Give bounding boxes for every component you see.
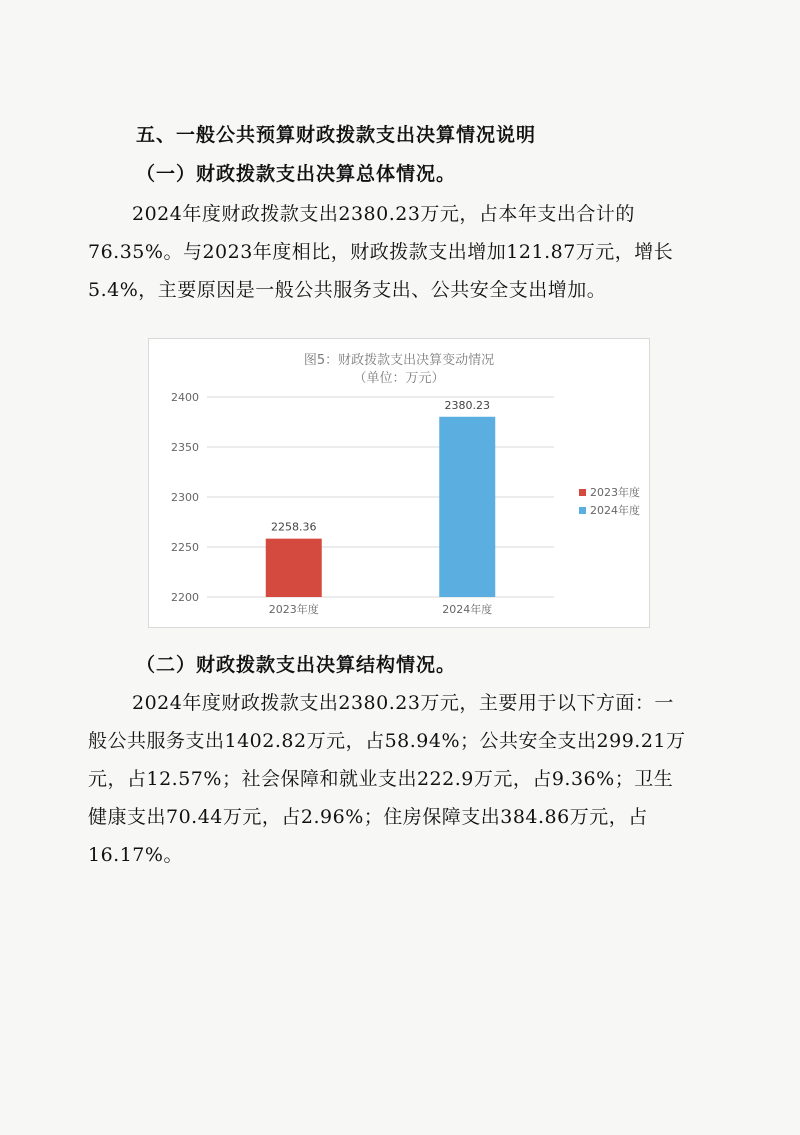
paragraph-line: 般公共服务支出1402.82万元，占58.94%；公共安全支出299.21万	[88, 730, 686, 752]
paragraph-line: 5.4%，主要原因是一般公共服务支出、公共安全支出增加。	[88, 279, 607, 301]
data-label: 2380.23	[444, 398, 490, 412]
chart-title: 图5：财政拨款支出决算变动情况	[303, 353, 495, 368]
paragraph-line: 元，占12.57%；社会保障和就业支出222.9万元，占9.36%；卫生	[88, 768, 674, 790]
bar	[266, 539, 322, 597]
data-label: 2258.36	[271, 520, 317, 534]
subsection-2-heading: （二）财政拨款支出决算结构情况。	[136, 654, 457, 676]
bar-chart	[148, 338, 650, 628]
chart-subtitle: （单位：万元）	[353, 371, 445, 386]
section-heading: 五、一般公共预算财政拨款支出决算情况说明	[136, 124, 537, 146]
subsection-1-paragraph	[88, 195, 700, 309]
paragraph-line: 2024年度财政拨款支出2380.23万元，主要用于以下方面：一	[132, 692, 674, 714]
bar	[439, 417, 495, 597]
y-tick-label: 2250	[171, 541, 199, 554]
subsection-1-heading: （一）财政拨款支出决算总体情况。	[136, 163, 457, 185]
y-tick-label: 2350	[171, 441, 199, 454]
legend-label: 2023年度	[590, 486, 640, 499]
paragraph-line: 16.17%。	[88, 844, 183, 866]
legend-swatch	[579, 489, 586, 496]
chart-plot	[149, 339, 649, 627]
y-tick-label: 2200	[171, 591, 199, 604]
legend-swatch	[579, 507, 586, 514]
legend-label: 2024年度	[590, 504, 640, 517]
x-tick-label: 2024年度	[442, 603, 493, 616]
y-tick-label: 2400	[171, 391, 199, 404]
paragraph-line: 76.35%。与2023年度相比，财政拨款支出增加121.87万元，增长	[88, 241, 674, 263]
paragraph-line: 2024年度财政拨款支出2380.23万元，占本年支出合计的	[132, 203, 635, 225]
paragraph-line: 健康支出70.44万元，占2.96%；住房保障支出384.86万元，占	[88, 806, 648, 828]
x-tick-label: 2023年度	[268, 603, 319, 616]
subsection-2-paragraph	[88, 684, 700, 874]
y-tick-label: 2300	[171, 491, 199, 504]
